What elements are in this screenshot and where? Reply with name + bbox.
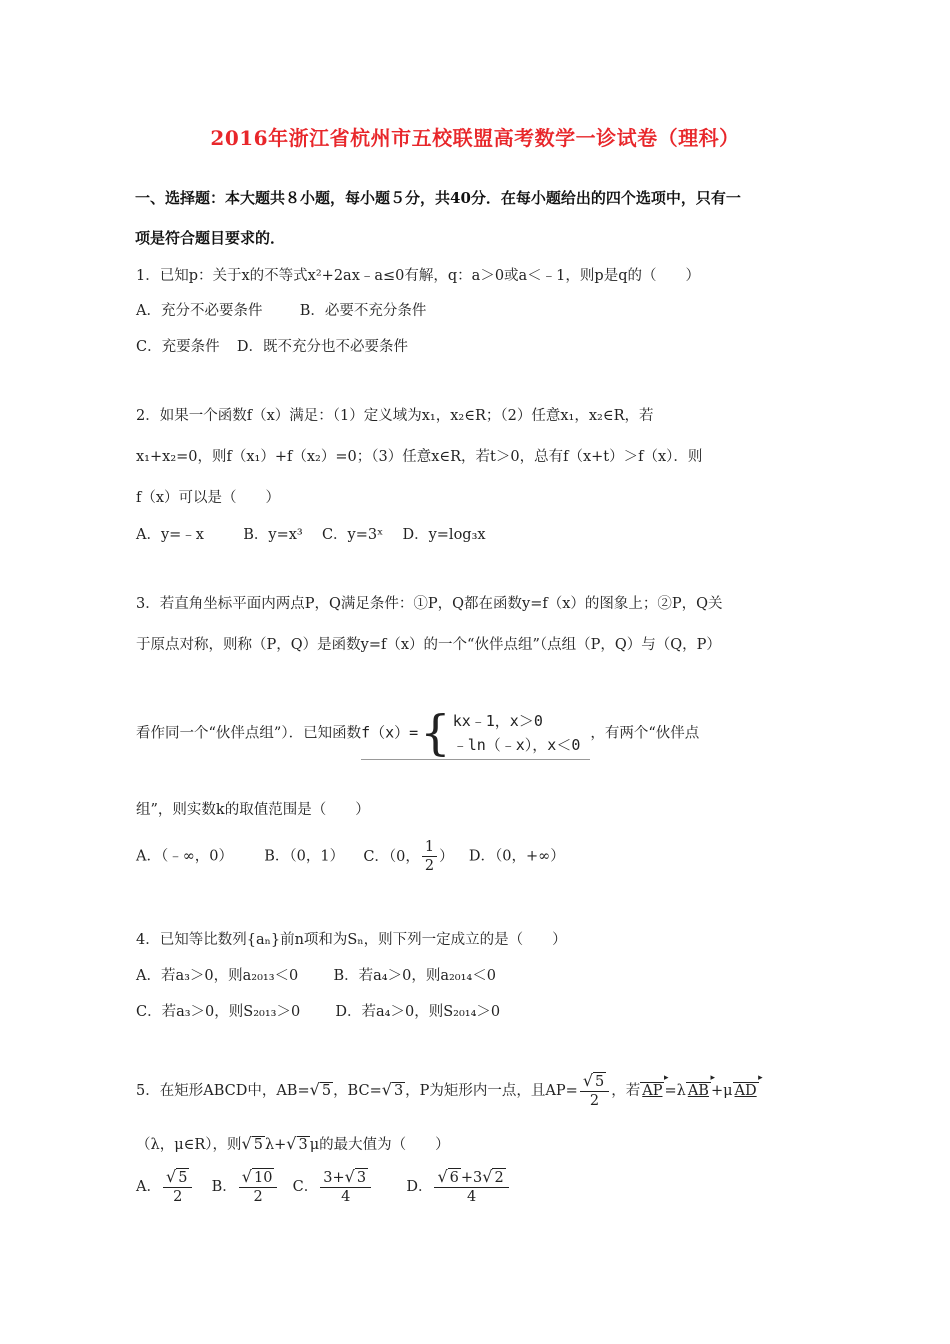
- q4-options-row1: [136, 964, 496, 985]
- function-lhs: f（x）=: [361, 723, 419, 742]
- vector-ad: AD ▸: [733, 1082, 759, 1099]
- case-2: ﹣ln（﹣x），x＜0: [452, 736, 581, 754]
- q4-option-d: D．若a₄＞0，则S₂₀₁₄＞0: [335, 1004, 501, 1020]
- q3-line1: 3．若直角坐标平面内两点P，Q满足条件：①P，Q都在函数y=f（x）的图象上；②P，Q关: [136, 596, 723, 612]
- piecewise-function: [361, 707, 590, 760]
- q3-option-a: A．（﹣∞，0）: [136, 848, 234, 865]
- q2-line1: 2．如果一个函数f（x）满足：（1）定义域为x₁，x₂∈R；（2）任意x₁，x₂∈R，若: [136, 408, 654, 424]
- q5-option-b: B． $\frac{√ 10}{2}$: [212, 1179, 280, 1195]
- q4-options-row2: [136, 1000, 500, 1021]
- q5-options: [136, 1168, 511, 1206]
- function-cases: [453, 709, 581, 757]
- q1-option-a: A．充分不必要条件: [136, 303, 263, 319]
- q3-option-c: C．（0， $\frac{1}{2}$ ）: [363, 839, 454, 874]
- q2-option-d: D．y=log₃x: [402, 527, 486, 543]
- q2-option-c: C．y=3ˣ: [321, 527, 384, 543]
- q4-option-b: B．若a₄＞0，则a₂₀₁₄＜0: [333, 968, 496, 984]
- vector-ab: AB ▸: [686, 1082, 711, 1099]
- q1-options-row1: [136, 299, 426, 320]
- q1-option-c: C．充要条件: [136, 339, 220, 355]
- q2-options: [136, 523, 486, 544]
- q5-option-d: D． $\frac{√ 6 +3√ 2}{4}$: [406, 1179, 510, 1195]
- q5-line1: 5．在矩形ABCD中，AB=√ 5 ，BC=√ 3 ，P为矩形内一点，且AP= $\frac{√ 5}{2}$ ，若 AP ▸ =λ AB ▸ +μ AD ▸: [136, 1072, 759, 1110]
- q3-option-b: B．（0，1）: [264, 848, 345, 865]
- left-brace: {: [420, 705, 451, 761]
- section-heading-line2: 项是符合题目要求的．: [135, 229, 286, 247]
- q3-line3: [136, 707, 699, 760]
- q5-line2: （λ，μ∈R），则√ 5 λ+√ 3 μ的最大值为（ ）: [136, 1134, 450, 1153]
- q3-line3-post: ，有两个“伙伴点: [590, 725, 700, 742]
- q5-option-c: C． $\frac{3+√ 3}{4}$: [293, 1179, 373, 1195]
- sqrt-sign: √: [381, 1080, 392, 1099]
- q4-option-a: A．若a₃＞0，则a₂₀₁₃＜0: [136, 968, 299, 984]
- q4-option-c: C．若a₃＞0，则S₂₀₁₃＞0: [136, 1004, 301, 1020]
- sqrt-sign: √: [309, 1080, 320, 1099]
- page-title: 2016年浙江省杭州市五校联盟高考数学一诊试卷（理科）: [210, 126, 740, 150]
- section-heading-line1: 一、选择题：本大题共８小题，每小题５分，共40分．在每小题给出的四个选项中，只有一: [135, 189, 741, 207]
- q5-option-a: A． $\frac{√ 5}{2}$: [136, 1179, 194, 1195]
- vector-ap: AP ▸: [640, 1082, 664, 1099]
- q1-option-d: D．既不充分也不必要条件: [236, 339, 408, 355]
- case-1: kx﹣1，x＞0: [452, 712, 543, 730]
- q3-line4: 组”，则实数k的取值范围是（ ）: [136, 802, 370, 818]
- q2-line2: x₁+x₂=0，则f（x₁）+f（x₂）=0；（3）任意x∈R，若t＞0，总有f（x+t）＞f（x）．则: [136, 449, 703, 465]
- q3-option-d: D．（0，+∞）: [468, 848, 565, 865]
- q3-line2: 于原点对称，则称（P，Q）是函数y=f（x）的一个“伙伴点组”（点组（P，Q）与（Q，P）: [136, 637, 721, 653]
- q4-stem: 4．已知等比数列{aₙ}前n项和为Sₙ，则下列一定成立的是（ ）: [136, 932, 567, 948]
- q1-stem: 1．已知p：关于x的不等式x²+2ax﹣a≤0有解，q：a＞0或a＜﹣1，则p是q的（ ）: [136, 268, 700, 284]
- q1-options-row2: [136, 335, 408, 356]
- q2-option-a: A．y=﹣x: [136, 527, 204, 543]
- q3-options: [136, 838, 565, 875]
- q2-line3: f（x）可以是（ ）: [136, 490, 281, 506]
- fraction-one-half: $\frac{1}{2}$: [422, 838, 437, 875]
- fraction-ap: $\frac{√ 5}{2}$: [580, 1072, 609, 1110]
- q1-option-b: B．必要不充分条件: [299, 303, 427, 319]
- q2-option-b: B．y=x³: [243, 527, 303, 543]
- q3-line3-pre: 看作同一个“伙伴点组”）．已知函数: [136, 725, 362, 742]
